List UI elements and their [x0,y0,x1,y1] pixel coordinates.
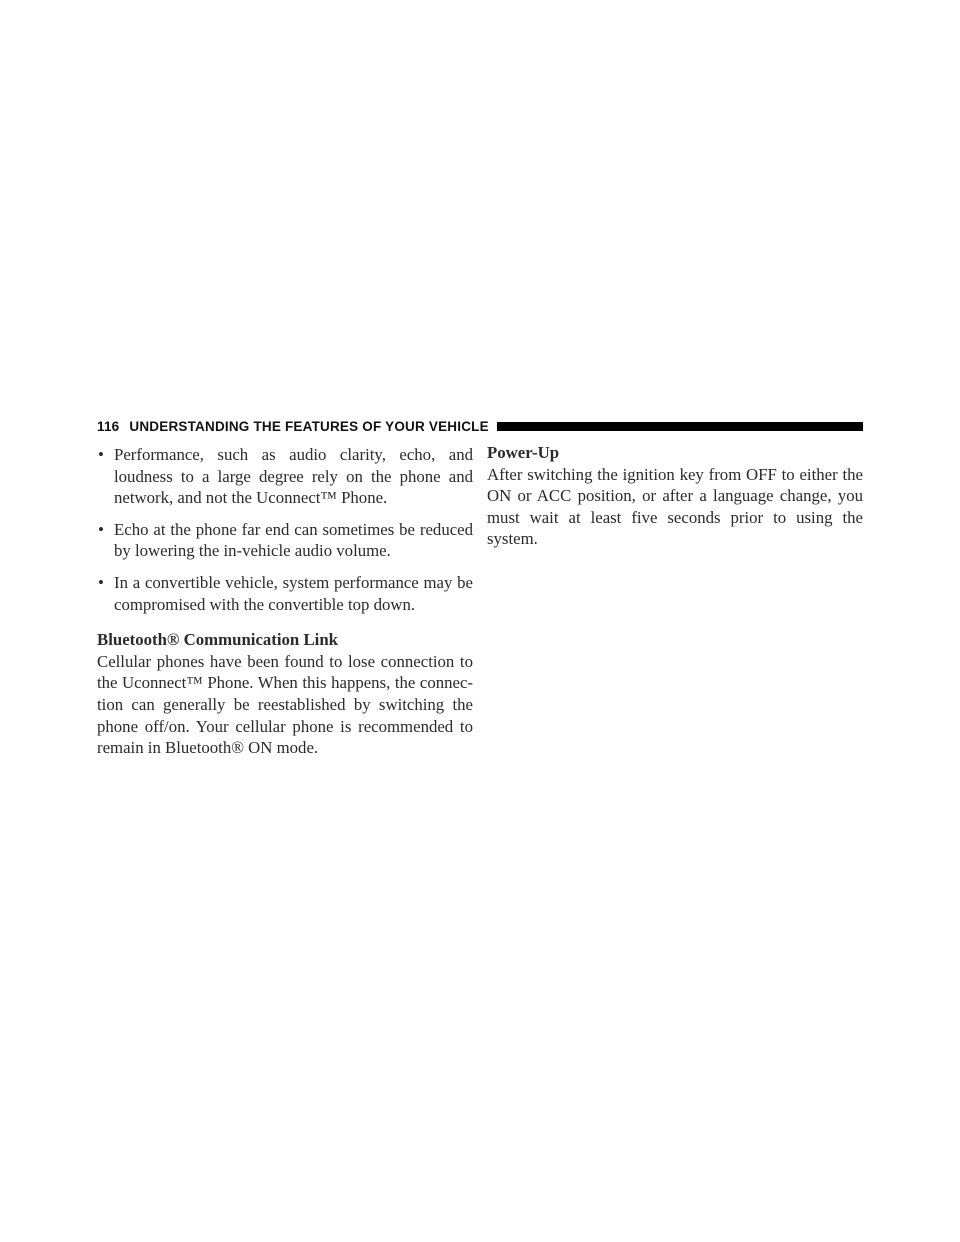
list-item [97,572,473,615]
chapter-title: UNDERSTANDING THE FEATURES OF YOUR VEHICLE [129,418,489,434]
list-item [97,444,473,509]
section-heading-bluetooth: Bluetooth® Communication Link [97,630,338,650]
bullet-text: Performance, such as audio clarity, echo, and loudness to a large degree rely on the phone and network, and not the Uconnect™ Phone. [114,445,473,508]
header-rule [497,422,863,431]
bullet-mark: • [98,445,104,464]
bullet-list [97,444,473,615]
left-column [97,444,473,759]
page-number: 116 [97,418,120,434]
bullet-text: In a convertible vehicle, system performance may be compromised with the convertible top down. [114,572,473,614]
bullet-mark: • [98,572,104,592]
right-column [487,442,863,550]
bullet-text: Echo at the phone far end can sometimes be reduced by lowering the in-vehicle audio volume. [114,519,473,561]
section-body-bluetooth: Cellular phones have been found to lose connection to the Uconnect™ Phone. When this happens, the connec-tion can generally be reestablished by switching the phone off/on. Your cellular phone is recommended to remain in Bluetooth® ON mode. [97,651,473,758]
list-item [97,519,473,562]
page-header [97,416,863,436]
bullet-mark: • [98,519,104,539]
section-heading-power-up: Power-Up [487,443,560,462]
section-body-power-up: After switching the ignition key from OFF to either the ON or ACC position, or after a language change, you must wait at least five seconds prior to using the system. [487,464,863,549]
